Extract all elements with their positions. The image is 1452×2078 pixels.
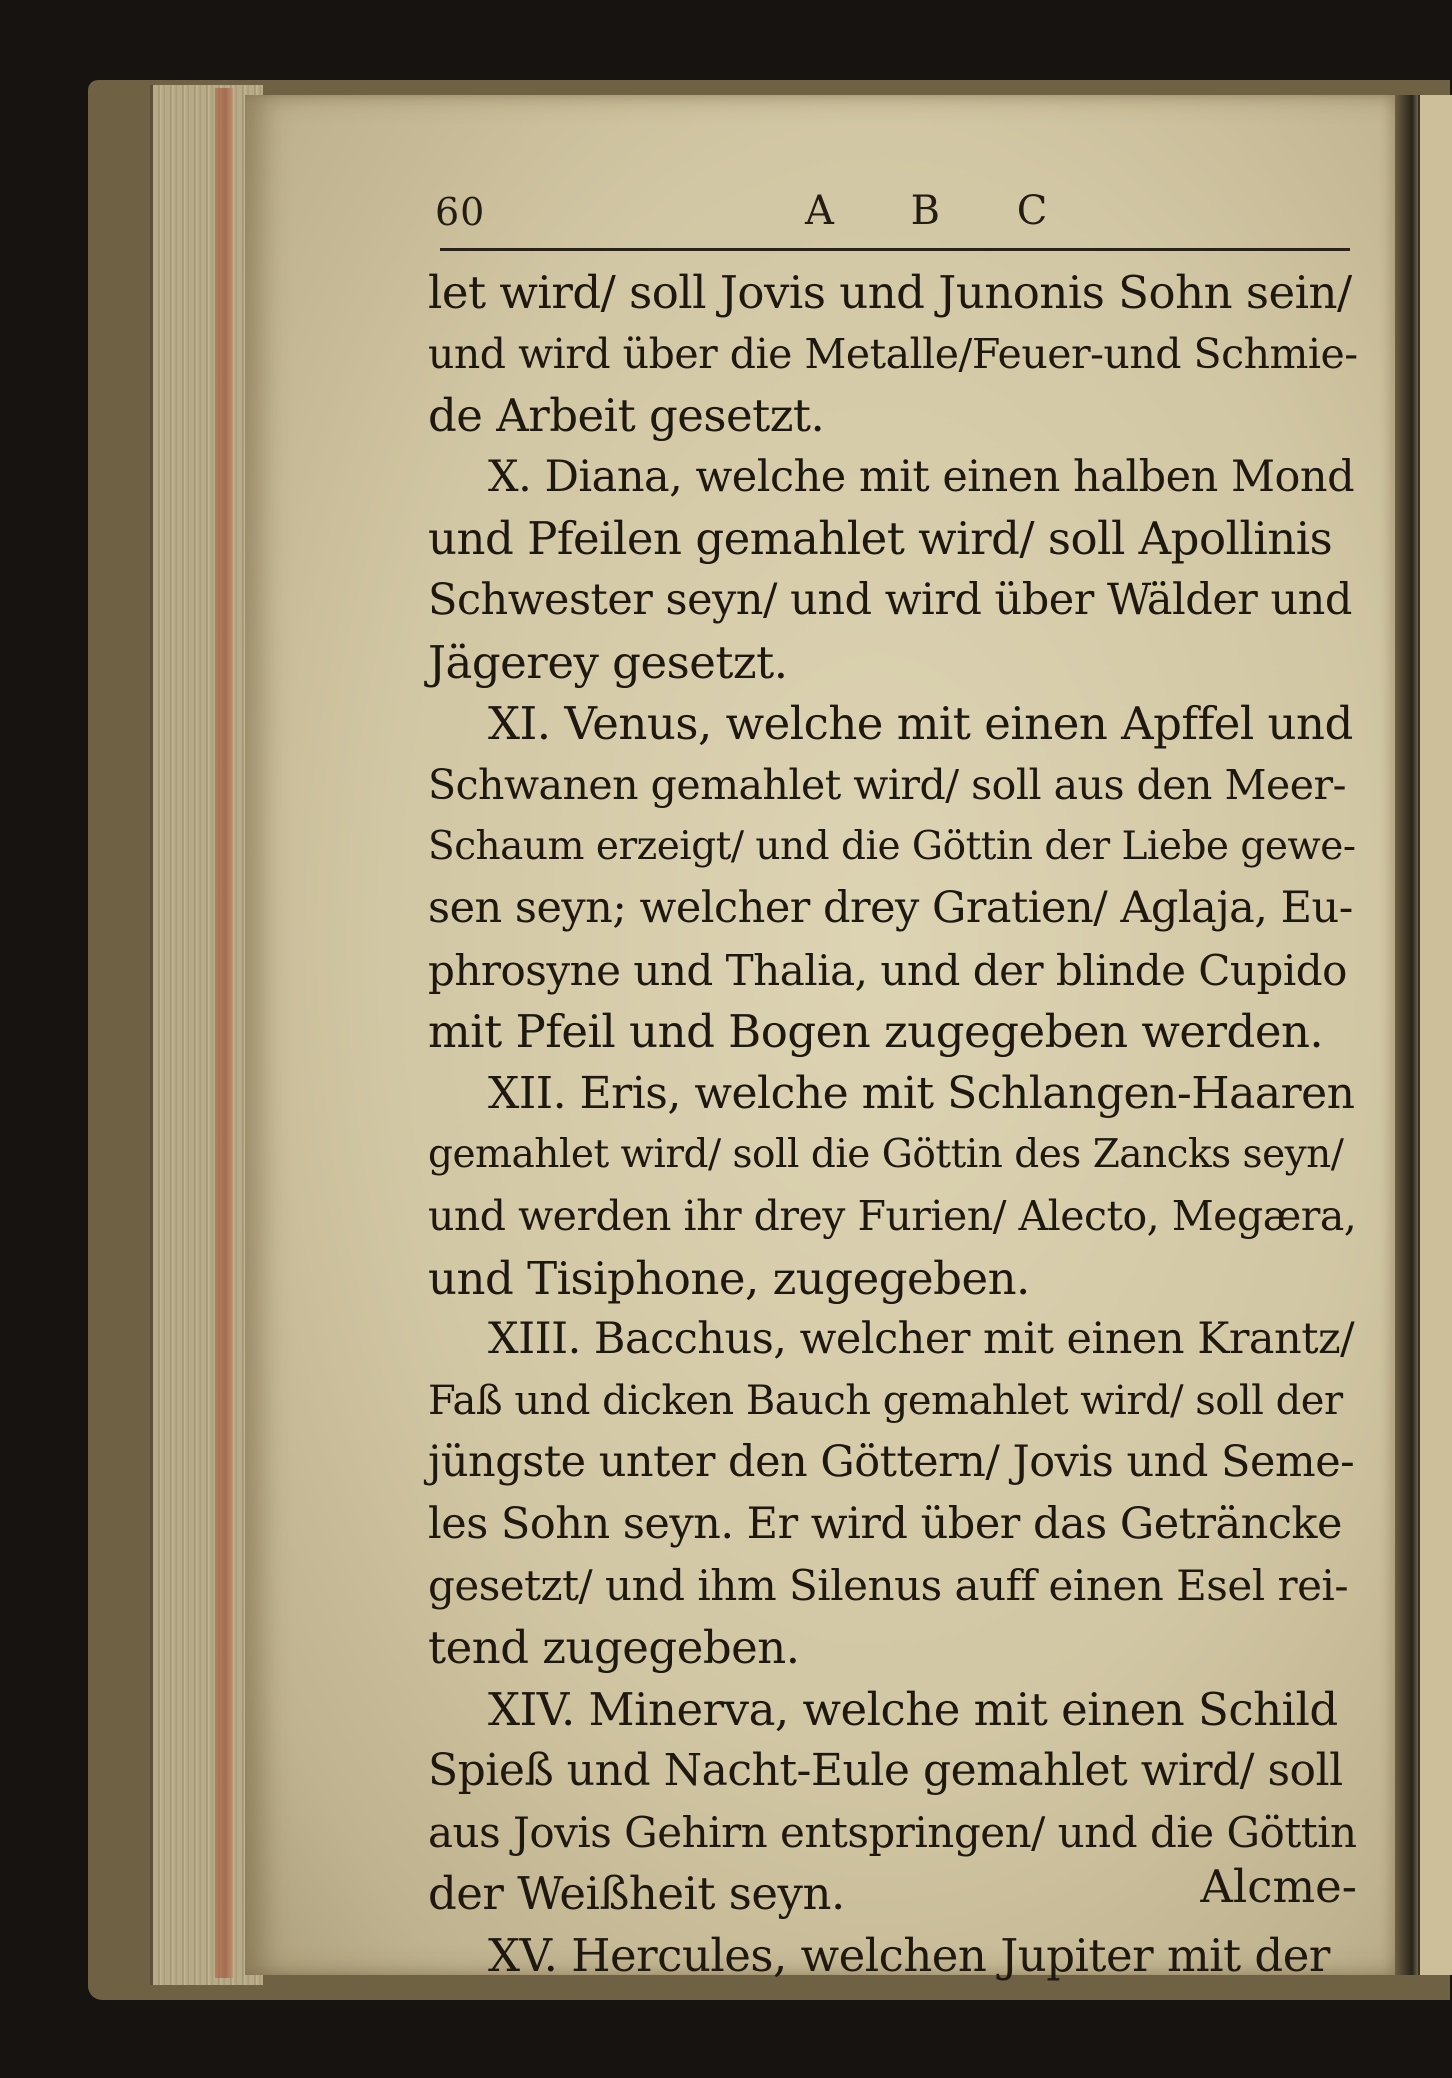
page-header (435, 190, 1355, 246)
text-line: und werden ihr drey Furien/ Alecto, Megæra, (428, 1191, 1357, 1240)
text-line: Faß und dicken Bauch gemahlet wird/ soll der (428, 1377, 1343, 1424)
text-line: XIV. Minerva, welche mit einen Schild (488, 1682, 1338, 1736)
text-line: Schwanen gemahlet wird/ soll aus den Meer- (428, 760, 1346, 809)
text-line: aus Jovis Gehirn entspringen/ und die Göttin (428, 1807, 1357, 1857)
body-text (428, 262, 1358, 1987)
text-line: tend zugegeben. (428, 1621, 800, 1675)
text-line: sen seyn; welcher drey Gratien/ Aglaja, Eu- (428, 882, 1353, 933)
text-line: les Sohn seyn. Er wird über das Geträncke (428, 1498, 1342, 1549)
text-line: Spieß und Nacht-Eule gemahlet wird/ soll (428, 1745, 1343, 1797)
text-line: und Pfeilen gemahlet wird/ soll Apollinis (428, 512, 1333, 566)
page-edge-red (215, 88, 233, 1978)
text-line: der Weißheit seyn. (428, 1867, 845, 1921)
header-rule (440, 248, 1350, 251)
text-line: Schaum erzeigt/ und die Göttin der Liebe gewe- (428, 824, 1356, 870)
facing-page-edge (1418, 95, 1452, 1975)
text-line: gesetzt/ und ihm Silenus auff einen Esel rei- (428, 1561, 1349, 1611)
text-line: jüngste unter den Göttern/ Jovis und Seme- (428, 1437, 1355, 1488)
text-line: gemahlet wird/ soll die Göttin des Zancks seyn/ (428, 1132, 1344, 1178)
text-line: XIII. Bacchus, welcher mit einen Krantz/ (488, 1314, 1355, 1365)
text-line: phrosyne und Thalia, und der blinde Cupido (428, 945, 1347, 995)
text-line: XII. Eris, welche mit Schlangen-Haaren (488, 1067, 1355, 1119)
text-line: XI. Venus, welche mit einen Apffel und (488, 697, 1353, 751)
running-head: A B C (805, 188, 1080, 234)
text-line: Jägerey gesetzt. (428, 635, 788, 689)
text-line: X. Diana, welche mit einen halben Mond (488, 451, 1355, 502)
catchword: Alcme- (1200, 1860, 1357, 1913)
page-number: 60 (435, 190, 486, 234)
text-line: und wird über die Metalle/Feuer-und Schmie- (428, 329, 1358, 378)
text-line: mit Pfeil und Bogen zugegeben werden. (428, 1005, 1324, 1059)
text-line: let wird/ soll Jovis und Junonis Sohn sein/ (428, 266, 1352, 319)
text-line: XV. Hercules, welchen Jupiter mit der (488, 1929, 1330, 1983)
text-line: de Arbeit gesetzt. (428, 389, 825, 443)
text-line: und Tisiphone, zugegeben. (428, 1251, 1030, 1305)
text-line: Schwester seyn/ und wird über Wälder und (428, 574, 1352, 625)
